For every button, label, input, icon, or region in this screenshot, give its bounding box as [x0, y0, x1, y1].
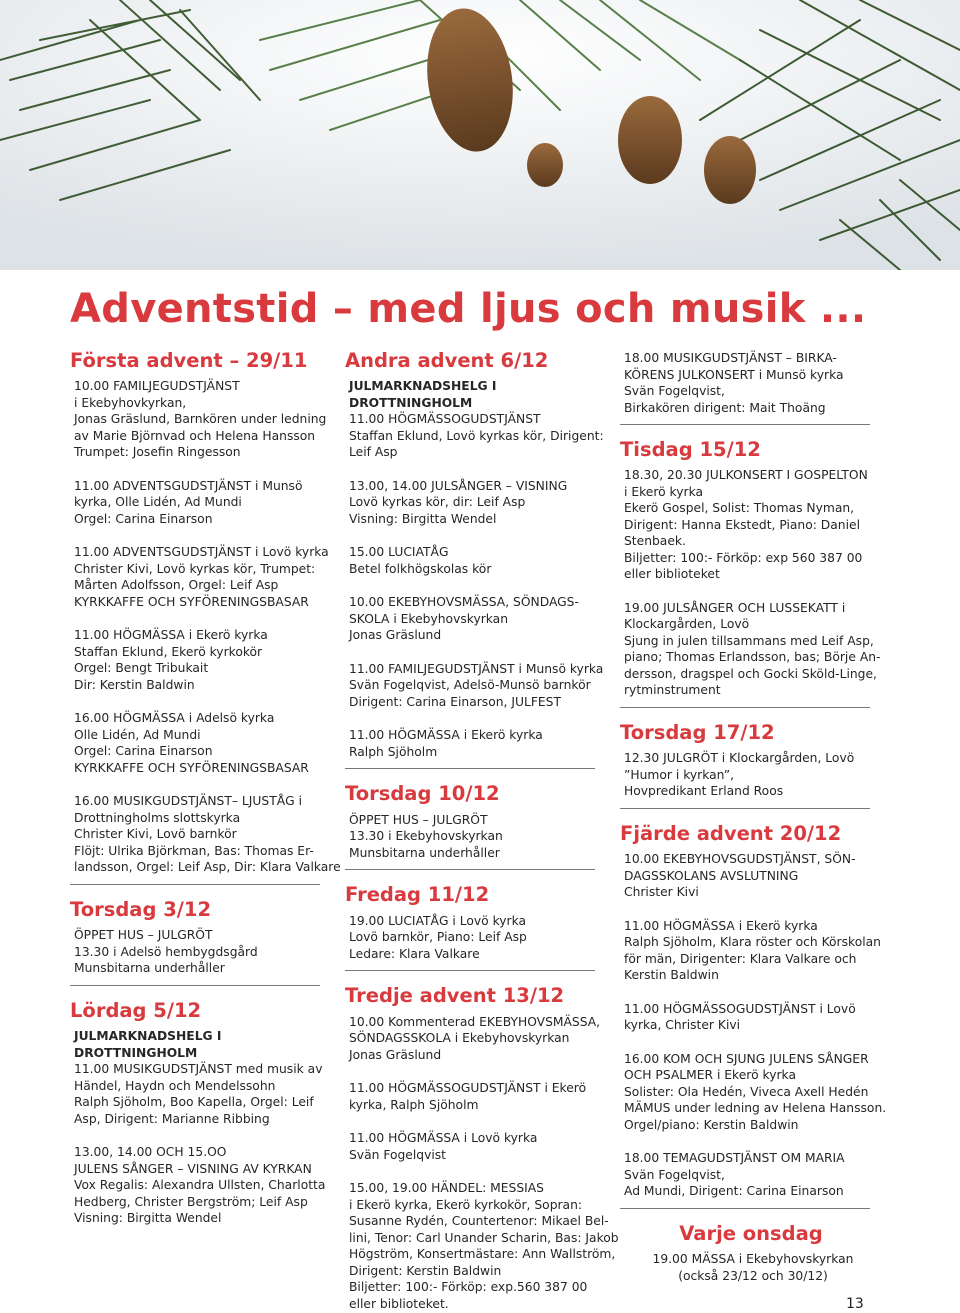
heading-torsdag-10: Torsdag 10/12 — [345, 782, 500, 806]
event-line: 11.00 HÖGMÄSSOGUDSTJÄNST — [349, 412, 541, 427]
block-gap — [345, 1113, 607, 1130]
event-entry — [624, 467, 882, 583]
event-entry — [349, 544, 607, 577]
event-line: Drottningholms slottskyrka — [74, 810, 241, 825]
event-line: 11.00 HÖGMÄSSA i Ekerö kyrka — [349, 728, 543, 743]
event-line: 11.00 FAMILJEGUDSTJÄNST i Munsö kyrka — [349, 661, 604, 676]
event-line: kyrka, Ralph Sjöholm — [349, 1097, 479, 1112]
event-line: 19.00 JULSÅNGER OCH LUSSEKATT i — [624, 600, 846, 615]
block-gap — [70, 461, 332, 478]
heading-fredag-11: Fredag 11/12 — [345, 883, 490, 907]
pine-branch-illustration — [0, 0, 960, 270]
divider — [620, 808, 870, 809]
heading-tredje-advent: Tredje advent 13/12 — [345, 984, 565, 1008]
event-line: Munsbitarna underhåller — [349, 845, 500, 860]
divider — [345, 768, 595, 769]
divider — [70, 985, 320, 986]
event-line: Leif Asp — [349, 445, 398, 460]
event-line: 10.00 Kommenterad EKEBYHOVSMÄSSA, — [349, 1014, 601, 1029]
event-line: MÄMUS under ledning av Helena Hansson. — [624, 1101, 887, 1116]
event-line: Ralph Sjöholm, Klara röster och Körskolan — [624, 935, 881, 950]
event-line: Asp, Dirigent: Marianne Ribbing — [74, 1111, 270, 1126]
event-line: 10.00 EKEBYHOVSMÄSSA, SÖNDAGS- — [349, 595, 579, 610]
event-line: 19.00 MÄSSA i Ekebyhovskyrkan — [652, 1252, 854, 1267]
event-entry — [349, 594, 607, 644]
heading-fjarde-advent: Fjärde advent 20/12 — [620, 821, 842, 845]
heading-torsdag-17: Torsdag 17/12 — [620, 720, 775, 744]
event-line: Dir: Kerstin Baldwin — [74, 677, 195, 692]
event-line: Orgel: Carina Einarson — [74, 744, 213, 759]
event-line: i Ekerö kyrka, Ekerö kyrkokör, Sopran: — [349, 1197, 583, 1212]
event-line: ”Humor i kyrkan”, — [624, 767, 735, 782]
block-gap — [70, 776, 332, 793]
event-line: 13.30 i Ekebyhovskyrkan — [349, 829, 503, 844]
event-line: rytminstrument — [624, 683, 721, 698]
event-line: Klockargården, Lovö — [624, 617, 750, 632]
event-entry — [624, 1001, 882, 1034]
event-line: Svän Fogelqvist — [349, 1147, 446, 1162]
event-entry — [624, 350, 882, 416]
block-gap — [345, 1063, 607, 1080]
event-line: Munsbitarna underhåller — [74, 961, 225, 976]
event-entry — [624, 600, 882, 699]
event-entry — [74, 710, 332, 776]
event-line: kyrka, Christer Kivi — [624, 1018, 741, 1033]
event-entry — [349, 727, 607, 760]
event-entry — [349, 1180, 619, 1312]
divider — [345, 869, 595, 870]
divider — [620, 707, 870, 708]
event-line: dersson, dragspel och Gocki Sköld-Linge, — [624, 666, 877, 681]
event-line: Christer Kivi, Lovö kyrkas kör, Trumpet: — [74, 561, 316, 576]
event-line: Susanne Rydén, Countertenor: Mikael Bel- — [349, 1214, 609, 1229]
event-line: eller biblioteket — [624, 567, 720, 582]
column-right — [620, 350, 887, 1284]
event-line: Lovö barnkör, Piano: Leif Asp — [349, 930, 527, 945]
event-line: 11.00 HÖGMÄSSOGUDSTJÄNST i Lovö — [624, 1001, 856, 1016]
event-line: Visning: Birgitta Wendel — [349, 511, 497, 526]
event-entry — [349, 812, 607, 862]
event-entry — [349, 1080, 607, 1113]
event-line: 18.30, 20.30 JULKONSERT I GOSPELTON — [624, 468, 868, 483]
event-entry — [624, 1051, 887, 1134]
event-line: 12.30 JULGRÖT i Klockargården, Lovö — [624, 751, 855, 766]
event-entry — [74, 793, 341, 876]
event-entry — [74, 1061, 332, 1127]
section-lordag-5 — [70, 1061, 332, 1227]
section-fjarde-advent — [620, 851, 887, 1200]
event-line: KYRKKAFFE OCH SYFÖRENINGSBASAR — [74, 594, 309, 609]
divider — [620, 424, 870, 425]
event-line: Solister: Ola Hedén, Viveca Axell Hedén — [624, 1084, 869, 1099]
event-line: Christer Kivi — [624, 885, 699, 900]
event-entry — [74, 478, 332, 528]
event-line: lini, Tenor: Carl Unander Scharin, Bas: Jakob — [349, 1230, 619, 1245]
event-line: Biljetter: 100:- Förköp: exp 560 387 00 — [624, 550, 863, 565]
event-line: 16.00 HÖGMÄSSA i Adelsö kyrka — [74, 711, 275, 726]
section-tisdag-15 — [620, 467, 882, 699]
heading-torsdag-3: Torsdag 3/12 — [70, 897, 212, 921]
pine-branch-photo — [0, 0, 960, 270]
block-gap — [345, 527, 607, 544]
event-line: Christer Kivi, Lovö barnkör — [74, 827, 237, 842]
event-line: Ralph Sjöholm — [349, 744, 438, 759]
event-entry — [349, 661, 607, 711]
event-line: 16.00 MUSIKGUDSTJÄNST– LJUSTÅG i — [74, 794, 302, 809]
event-line: Kerstin Baldwin — [624, 968, 719, 983]
event-entry — [349, 913, 607, 963]
section-torsdag-10 — [345, 812, 607, 862]
event-line: Ledare: Klara Valkare — [349, 946, 480, 961]
section-tredje-advent — [345, 1014, 619, 1313]
event-line: Hovpredikant Erland Roos — [624, 784, 784, 799]
event-entry — [74, 1144, 332, 1227]
event-line: piano; Thomas Erlandsson, bas; Börje An- — [624, 650, 881, 665]
event-line: Dirigent: Kerstin Baldwin — [349, 1263, 502, 1278]
event-line: Betel folkhögskolas kör — [349, 561, 492, 576]
event-line: Svän Fogelqvist, Adelsö-Munsö barnkör — [349, 678, 591, 693]
event-line: 10.00 FAMILJEGUDSTJÄNST — [74, 379, 240, 394]
event-line: Orgel: Carina Einarson — [74, 511, 213, 526]
event-entry — [74, 927, 332, 977]
section-lordag-5-subtitle: JULMARKNADSHELG I DROTTNINGHOLM — [74, 1029, 222, 1060]
event-line: KYRKKAFFE OCH SYFÖRENINGSBASAR — [74, 760, 309, 775]
event-entry — [624, 1251, 882, 1284]
event-line: kyrka, Olle Lidén, Ad Mundi — [74, 495, 242, 510]
event-line: 11.00 ADVENTSGUDSTJÄNST i Lovö kyrka — [74, 545, 329, 560]
event-line: för män, Dirigenter: Klara Valkare och — [624, 951, 857, 966]
event-line: 15.00 LUCIATÅG — [349, 545, 449, 560]
section-varje-onsdag — [620, 1251, 882, 1284]
event-line: Mårten Adolfsson, Orgel: Leif Asp — [74, 578, 279, 593]
event-line: Hedberg, Christer Bergström; Leif Asp — [74, 1194, 308, 1209]
block-gap — [345, 710, 607, 727]
heading-tisdag-15: Tisdag 15/12 — [620, 438, 761, 461]
event-entry — [624, 750, 882, 800]
event-line: Händel, Haydn och Mendelssohn — [74, 1078, 276, 1093]
event-line: Stenbaek. — [624, 534, 686, 549]
event-entry — [349, 1130, 607, 1163]
event-line: Ralph Sjöholm, Boo Kapella, Orgel: Leif — [74, 1095, 314, 1110]
event-entry — [74, 627, 332, 693]
event-line: av Marie Björnvad och Helena Hansson — [74, 428, 316, 443]
event-line: KÖRENS JULKONSERT i Munsö kyrka — [624, 367, 844, 382]
event-line: eller biblioteket. — [349, 1296, 449, 1311]
event-line: ÖPPET HUS – JULGRÖT — [349, 812, 488, 827]
heading-forsta-advent: Första advent – 29/11 — [70, 349, 308, 372]
block-gap — [620, 1133, 882, 1150]
event-line: Svän Fogelqvist, — [624, 1167, 725, 1182]
event-line: 16.00 KOM OCH SJUNG JULENS SÅNGER — [624, 1051, 869, 1066]
event-entry — [624, 1150, 882, 1200]
event-line: 13.00, 14.00 JULSÅNGER – VISNING — [349, 478, 568, 493]
event-line: Trumpet: Josefin Ringesson — [74, 445, 241, 460]
event-line: Vox Regalis: Alexandra Ullsten, Charlotta — [74, 1178, 326, 1193]
event-line: Högström, Konsertmästare: Ann Wallström, — [349, 1247, 616, 1262]
event-line: SKOLA i Ekebyhovskyrkan — [349, 611, 509, 626]
event-line: Birkakören dirigent: Mait Thoäng — [624, 400, 826, 415]
column-left — [70, 349, 341, 1227]
event-line: i Ekerö kyrka — [624, 484, 704, 499]
block-gap — [345, 644, 607, 661]
section-andra-advent-subtitle: JULMARKNADSHELG I DROTTNINGHOLM — [349, 379, 497, 410]
event-line: 11.00 MUSIKGUDSTJÄNST med musik av — [74, 1062, 323, 1077]
event-line: Dirigent: Carina Einarson, JULFEST — [349, 694, 561, 709]
event-line: i Ekebyhovkyrkan, — [74, 395, 187, 410]
event-line: Flöjt: Ulrika Björkman, Bas: Thomas Er- — [74, 843, 314, 858]
block-gap — [70, 1127, 332, 1144]
event-line: Orgel: Bengt Tribukait — [74, 661, 209, 676]
event-entry — [349, 411, 607, 461]
event-line: Staffan Eklund, Ekerö kyrkokör — [74, 644, 263, 659]
page-number: 13 — [846, 1296, 864, 1312]
section-torsdag-17 — [620, 750, 882, 800]
column-middle — [345, 349, 619, 1312]
event-line: JULENS SÅNGER – VISNING AV KYRKAN — [74, 1161, 312, 1176]
heading-andra-advent: Andra advent 6/12 — [345, 349, 549, 372]
block-gap — [620, 1034, 882, 1051]
event-line: Staffan Eklund, Lovö kyrkas kör, Dirigent: — [349, 428, 604, 443]
block-gap — [345, 577, 607, 594]
event-line: 13.00, 14.00 OCH 15.OO — [74, 1145, 227, 1160]
event-line: SÖNDAGSSKOLA i Ekebyhovskyrkan — [349, 1031, 570, 1046]
heading-varje-onsdag: Varje onsdag — [679, 1221, 823, 1245]
event-line: Olle Lidén, Ad Mundi — [74, 727, 201, 742]
section-fredag-11 — [345, 913, 607, 963]
divider — [620, 1208, 870, 1209]
event-line: Lovö kyrkas kör, dir: Leif Asp — [349, 495, 526, 510]
event-line: 11.00 HÖGMÄSSA i Ekerö kyrka — [624, 918, 818, 933]
section-forsta-advent — [70, 378, 341, 876]
section-birkakoren — [620, 350, 882, 416]
event-line: 13.30 i Adelsö hembygdsgård — [74, 944, 258, 959]
event-line: 11.00 ADVENTSGUDSTJÄNST i Munsö — [74, 478, 303, 493]
event-entry — [624, 851, 882, 901]
block-gap — [70, 610, 332, 627]
block-gap — [345, 1163, 607, 1180]
event-line: Orgel/piano: Kerstin Baldwin — [624, 1117, 799, 1132]
event-line: 18.00 MUSIKGUDSTJÄNST – BIRKA- — [624, 351, 837, 365]
event-line: 10.00 EKEBYHOVSGUDSTJÄNST, SÖN- — [624, 852, 856, 867]
event-line: Dirigent: Hanna Ekstedt, Piano: Daniel — [624, 517, 861, 532]
event-line: (också 23/12 och 30/12) — [678, 1268, 828, 1283]
event-line: 11.00 HÖGMÄSSOGUDSTJÄNST i Ekerö — [349, 1081, 587, 1096]
event-line: DAGSSKOLANS AVSLUTNING — [624, 868, 799, 883]
event-line: ÖPPET HUS – JULGRÖT — [74, 928, 213, 943]
section-andra-advent — [345, 411, 607, 760]
event-entry — [74, 378, 332, 461]
event-line: 15.00, 19.00 HÄNDEL: MESSIAS — [349, 1181, 544, 1196]
divider — [70, 884, 320, 885]
event-line: Jonas Gräslund — [349, 1047, 442, 1062]
event-line: Jonas Gräslund — [349, 628, 442, 643]
block-gap — [620, 901, 882, 918]
event-line: Biljetter: 100:- Förköp: exp.560 387 00 — [349, 1280, 588, 1295]
event-line: Visning: Birgitta Wendel — [74, 1211, 222, 1226]
event-line: Svän Fogelqvist, — [624, 384, 725, 398]
heading-lordag-5: Lördag 5/12 — [70, 998, 202, 1022]
event-entry — [349, 1014, 607, 1064]
event-line: landsson, Orgel: Leif Asp, Dir: Klara Valkare — [74, 860, 341, 875]
block-gap — [70, 693, 332, 710]
divider — [345, 970, 595, 971]
event-line: 11.00 HÖGMÄSSA i Ekerö kyrka — [74, 628, 268, 643]
block-gap — [70, 527, 332, 544]
event-line: 11.00 HÖGMÄSSA i Lovö kyrka — [349, 1131, 538, 1146]
event-line: OCH PSALMER i Ekerö kyrka — [624, 1068, 796, 1083]
block-gap — [620, 984, 882, 1001]
block-gap — [620, 583, 882, 600]
event-entry — [624, 918, 882, 984]
event-line: Jonas Gräslund, Barnkören under ledning — [74, 412, 327, 427]
event-line: Sjung in julen tillsammans med Leif Asp, — [624, 633, 874, 648]
block-gap — [345, 461, 607, 478]
event-line: Ekerö Gospel, Solist: Thomas Nyman, — [624, 501, 855, 516]
event-entry — [74, 544, 332, 610]
event-line: 19.00 LUCIATÅG i Lovö kyrka — [349, 913, 527, 928]
page-title: Adventstid – med ljus och musik ... — [70, 286, 867, 332]
event-line: Ad Mundi, Dirigent: Carina Einarson — [624, 1184, 844, 1199]
event-entry — [349, 478, 607, 528]
event-line: 18.00 TEMAGUDSTJÄNST OM MARIA — [624, 1151, 845, 1166]
section-torsdag-3 — [70, 927, 332, 977]
